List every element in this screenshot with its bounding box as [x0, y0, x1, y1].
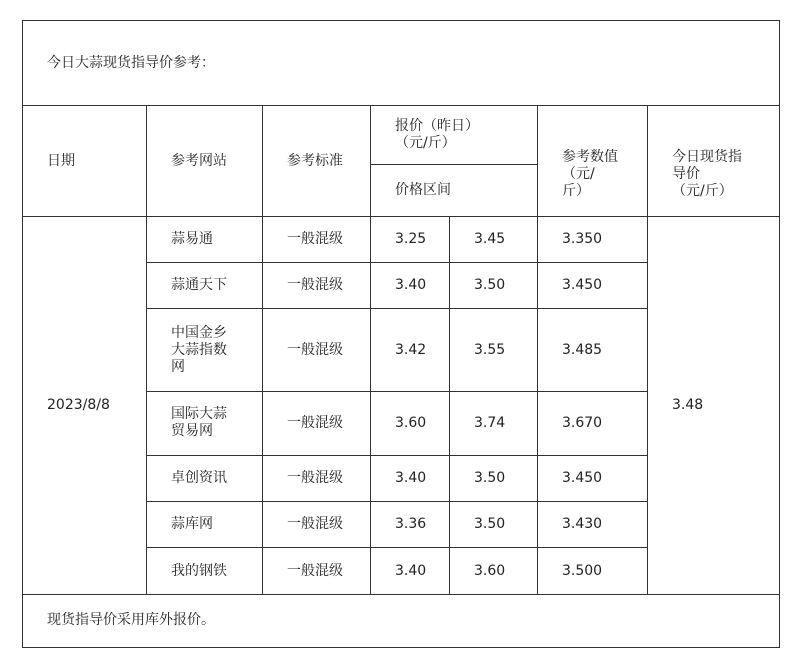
table-row	[23, 216, 780, 262]
site-name-line: 国际大蒜	[171, 406, 227, 423]
header-ref-value	[538, 106, 648, 217]
price-high-cell: 3.55	[450, 309, 538, 391]
site-cell	[147, 263, 263, 309]
price-low-cell: 3.42	[371, 309, 450, 391]
site-name-line: 中国金乡	[171, 324, 227, 341]
header-standard: 参考标准	[263, 106, 371, 217]
header-ref-line1: 参考数值	[562, 148, 618, 165]
price-low-cell: 3.25	[371, 216, 450, 262]
header-quote-line2: （元/斤）	[395, 135, 456, 152]
ref-value-cell: 3.450	[538, 456, 648, 502]
header-row-1	[23, 106, 780, 164]
standard-cell: 一般混级	[263, 456, 371, 502]
price-high-cell: 3.74	[450, 391, 538, 455]
site-name-line: 我的钢铁	[171, 562, 227, 579]
header-quote	[371, 106, 538, 164]
header-price-range: 价格区间	[371, 164, 538, 216]
header-today-line2: 导价	[672, 165, 700, 182]
ref-value-cell: 3.350	[538, 216, 648, 262]
footer-row	[23, 594, 780, 647]
price-table	[22, 20, 780, 648]
intro-row	[23, 21, 780, 106]
header-ref-line2: （元/	[562, 165, 595, 182]
intro-text: 今日大蒜现货指导价参考：	[23, 21, 780, 106]
price-high-cell: 3.45	[450, 216, 538, 262]
site-name-line: 贸易网	[171, 423, 213, 440]
date-cell: 2023/8/8	[23, 216, 147, 594]
today-price-cell: 3.48	[648, 216, 780, 594]
header-ref-line3: 斤）	[562, 182, 590, 199]
site-name-line: 大蒜指数	[171, 341, 227, 358]
price-high-cell: 3.60	[450, 548, 538, 594]
price-high-cell: 3.50	[450, 263, 538, 309]
standard-cell: 一般混级	[263, 216, 371, 262]
site-cell	[147, 548, 263, 594]
site-name-line: 蒜库网	[171, 516, 213, 533]
header-today-line3: （元/斤）	[672, 182, 733, 199]
site-cell	[147, 391, 263, 455]
ref-value-cell: 3.450	[538, 263, 648, 309]
site-name-line: 蒜通天下	[171, 277, 227, 294]
site-name-line: 网	[171, 358, 185, 375]
standard-cell: 一般混级	[263, 309, 371, 391]
header-today	[648, 106, 780, 217]
price-low-cell: 3.40	[371, 548, 450, 594]
price-low-cell: 3.40	[371, 456, 450, 502]
standard-cell: 一般混级	[263, 391, 371, 455]
footer-note: 现货指导价采用库外报价。	[23, 594, 780, 647]
header-site: 参考网站	[147, 106, 263, 217]
standard-cell: 一般混级	[263, 548, 371, 594]
ref-value-cell: 3.430	[538, 502, 648, 548]
standard-cell: 一般混级	[263, 502, 371, 548]
price-high-cell: 3.50	[450, 456, 538, 502]
header-date: 日期	[23, 106, 147, 217]
site-cell	[147, 502, 263, 548]
site-name-line: 蒜易通	[171, 231, 213, 248]
ref-value-cell: 3.500	[538, 548, 648, 594]
price-high-cell: 3.50	[450, 502, 538, 548]
price-low-cell: 3.60	[371, 391, 450, 455]
price-low-cell: 3.36	[371, 502, 450, 548]
price-low-cell: 3.40	[371, 263, 450, 309]
site-name-line: 卓创资讯	[171, 470, 227, 487]
site-cell	[147, 456, 263, 502]
standard-cell: 一般混级	[263, 263, 371, 309]
site-cell	[147, 309, 263, 391]
ref-value-cell: 3.485	[538, 309, 648, 391]
site-cell	[147, 216, 263, 262]
ref-value-cell: 3.670	[538, 391, 648, 455]
header-quote-line1: 报价（昨日）	[395, 118, 479, 135]
header-today-line1: 今日现货指	[672, 148, 742, 165]
